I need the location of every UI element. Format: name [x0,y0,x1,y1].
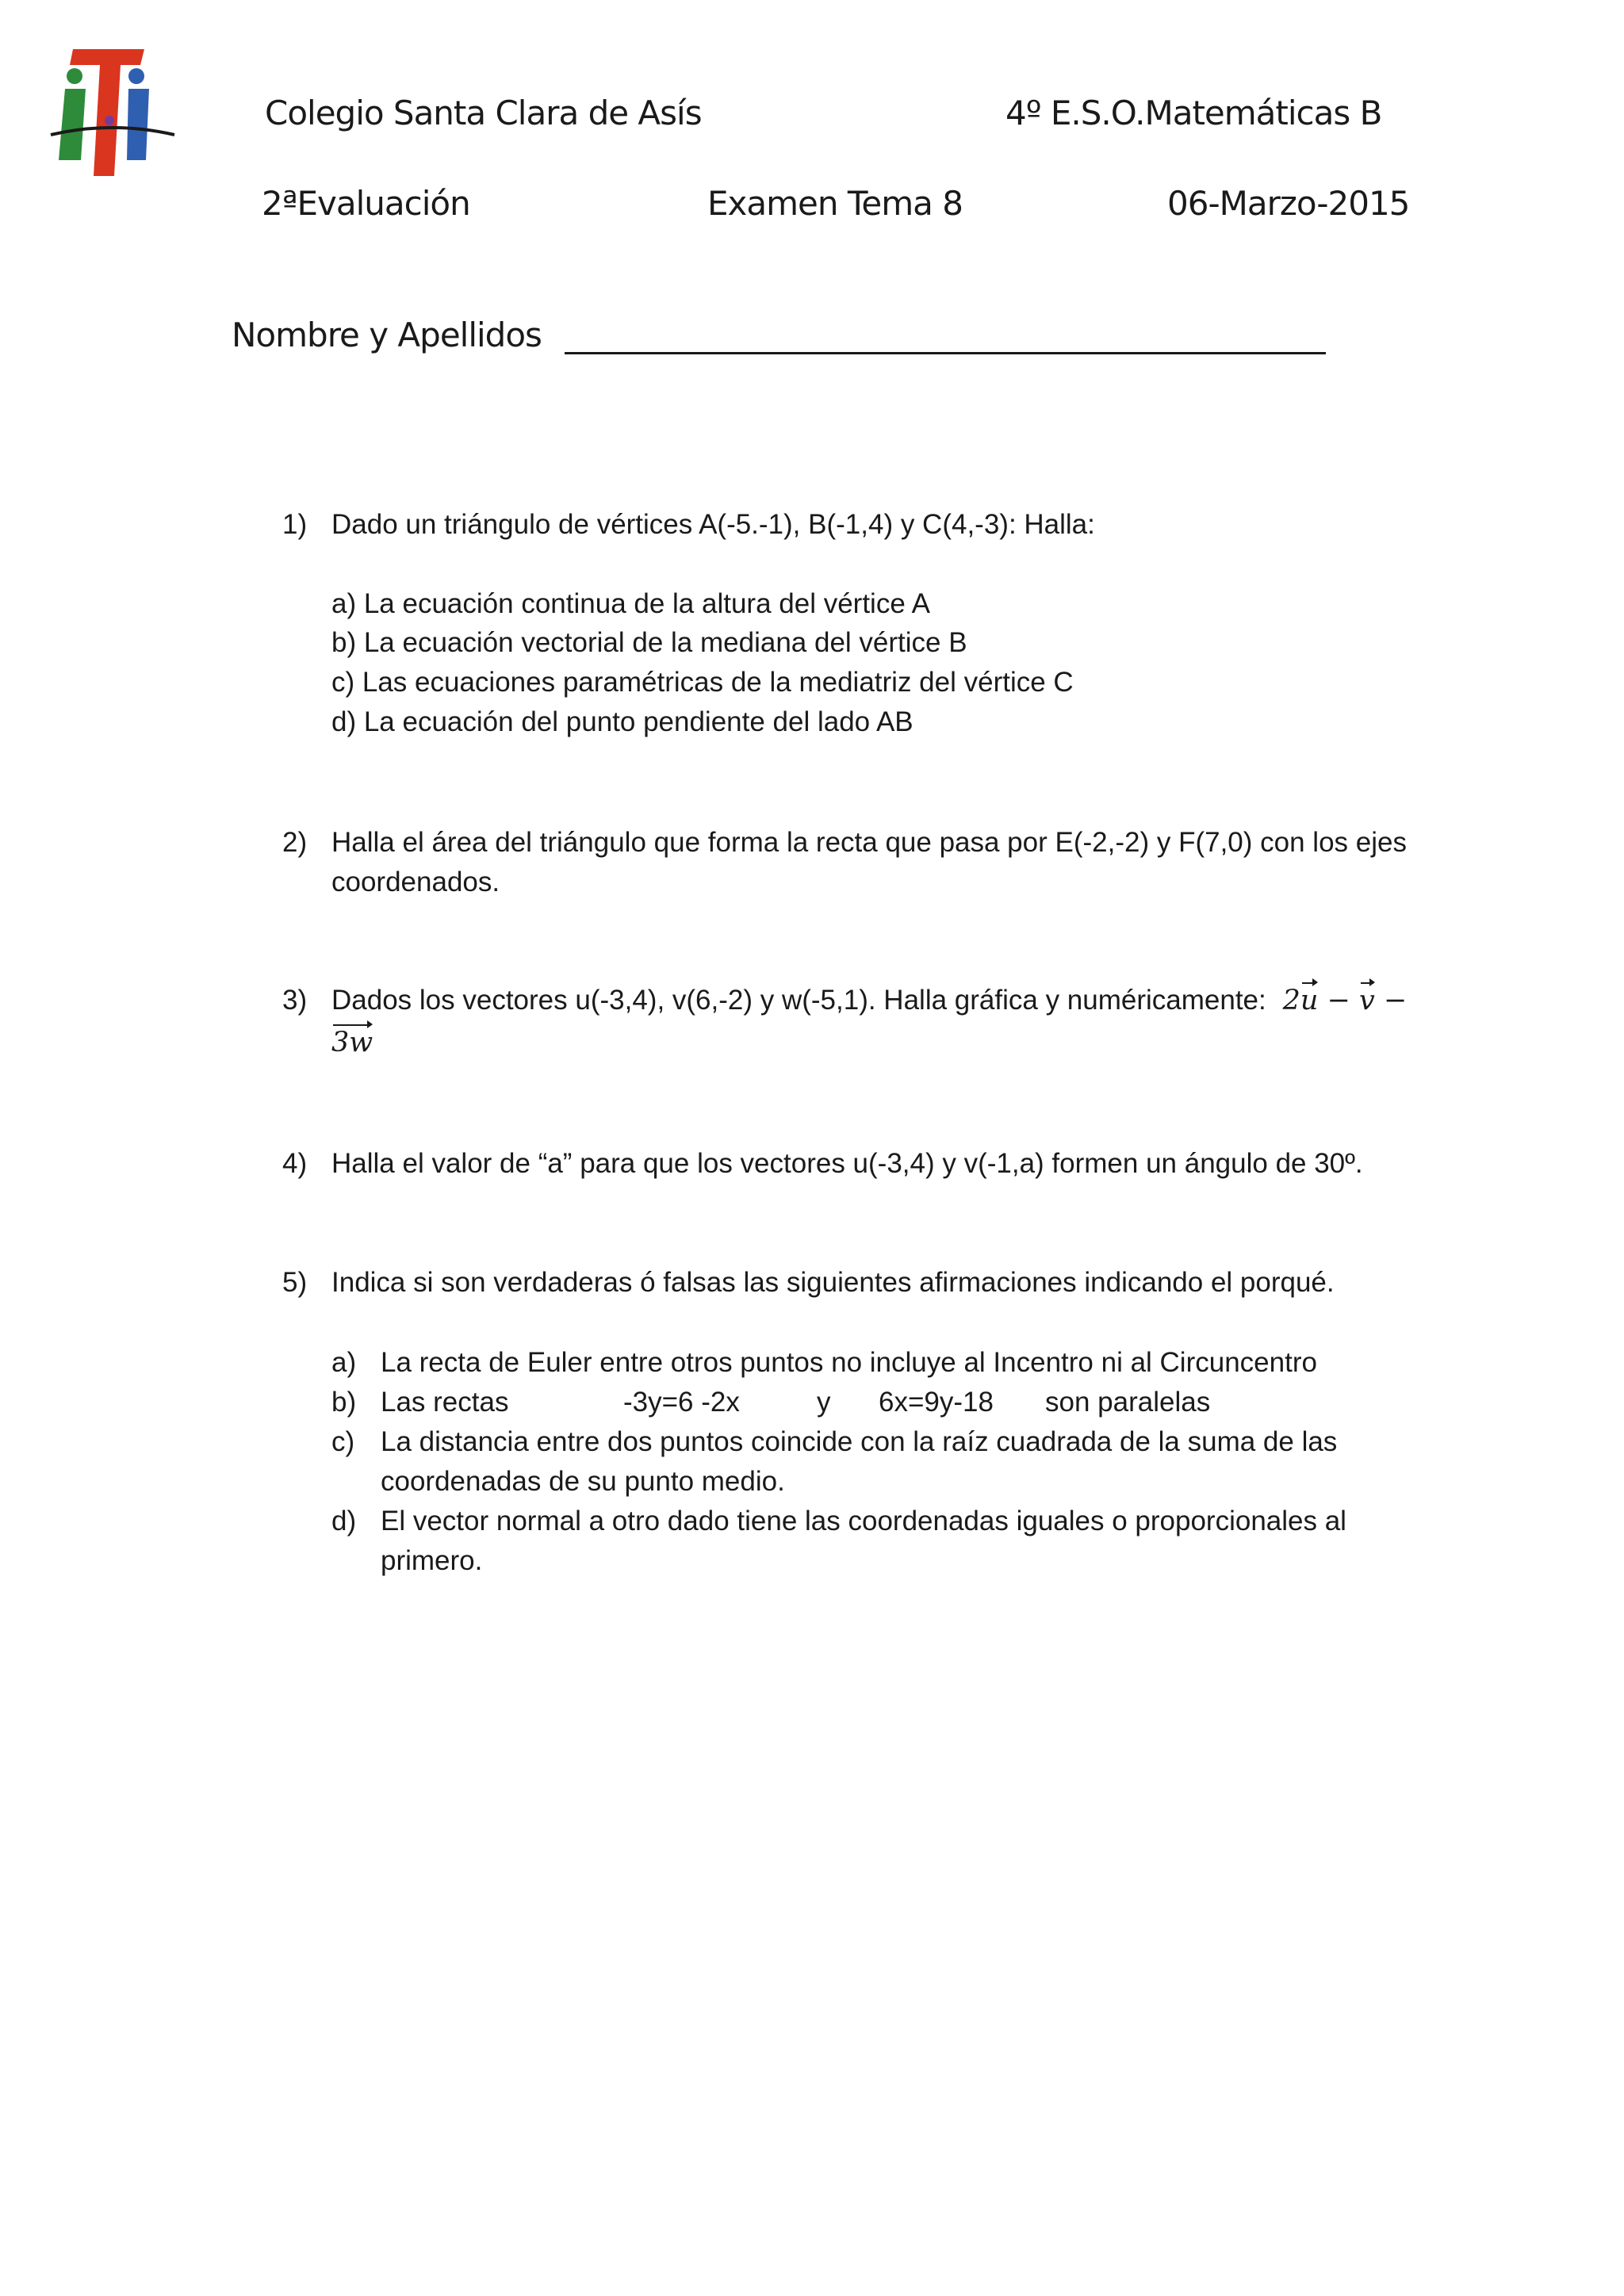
q5-number: 5) [282,1267,308,1298]
q2-number: 2) [282,827,308,858]
q5-letter-c: c) [331,1426,355,1457]
q5-item-b-and: y [817,1387,831,1418]
q1-item-a: a) La ecuación continua de la altura del vértice A [331,588,930,619]
school-name: Colegio Santa Clara de Asís [265,94,702,132]
q4-text: Halla el valor de “a” para que los vectores u(-3,4) y v(-1,a) formen un ángulo de 30º. [331,1148,1363,1179]
q1-item-b: b) La ecuación vectorial de la mediana del vértice B [331,627,967,658]
q3-minus-1: − [1318,985,1360,1016]
q5-item-c-line1: La distancia entre dos puntos coincide con la raíz cuadrada de la suma de las [381,1426,1338,1457]
q3-vector-v: v [1359,981,1375,1020]
q5-item-d-line2: primero. [381,1545,483,1576]
q5-letter-d: d) [331,1506,357,1536]
name-label: Nombre y Apellidos [232,316,542,354]
q3-minus-2: − [1374,985,1408,1016]
school-logo [41,41,184,184]
q5-item-c-line2: coordenadas de su punto medio. [381,1466,785,1497]
q3-vector-u: u [1300,981,1319,1020]
q3-expression-line2 [331,1023,373,1062]
q3-expression [1274,985,1407,1016]
course-title: 4º E.S.O.Matemáticas B [1005,94,1382,132]
q5-item-b-end: son paralelas [1045,1387,1211,1418]
q5-item-b-eq1: -3y=6 -2x [623,1387,740,1418]
q5-letter-a: a) [331,1347,357,1378]
exam-date: 06-Marzo-2015 [1167,184,1410,223]
q2-text-line1: Halla el área del triángulo que forma la recta que pasa por E(-2,-2) y F(7,0) con los ejes [331,827,1407,858]
q5-letter-b: b) [331,1387,357,1418]
q5-text: Indica si son verdaderas ó falsas las siguientes afirmaciones indicando el porqué. [331,1267,1335,1298]
q1-item-d: d) La ecuación del punto pendiente del lado AB [331,706,914,737]
evaluation-label: 2ªEvaluación [262,184,470,223]
q1-item-c: c) Las ecuaciones paramétricas de la mediatriz del vértice C [331,667,1074,698]
q3-number: 3) [282,985,308,1016]
q5-item-a: La recta de Euler entre otros puntos no incluye al Incentro ni al Circuncentro [381,1347,1317,1378]
q5-item-b-label: Las rectas [381,1387,509,1418]
name-blank-line[interactable] [565,352,1326,354]
q3-statement: Dados los vectores u(-3,4), v(6,-2) y w(-5,1). Halla gráfica y numéricamente: [331,985,1266,1016]
q2-text-line2: coordenados. [331,867,500,897]
q5-item-d-line1: El vector normal a otro dado tiene las coordenadas iguales o proporcionales al [381,1506,1346,1536]
q3-vector-3w: 3w [331,1023,373,1062]
q3-coef-u: 2 [1282,985,1300,1016]
q3-text [331,981,1407,1020]
q1-number: 1) [282,509,308,540]
exam-title: Examen Tema 8 [707,184,963,223]
q5-item-b-eq2: 6x=9y-18 [879,1387,994,1418]
q1-text: Dado un triángulo de vértices A(-5.-1), B(-1,4) y C(4,-3): Halla: [331,509,1095,540]
q4-number: 4) [282,1148,308,1179]
